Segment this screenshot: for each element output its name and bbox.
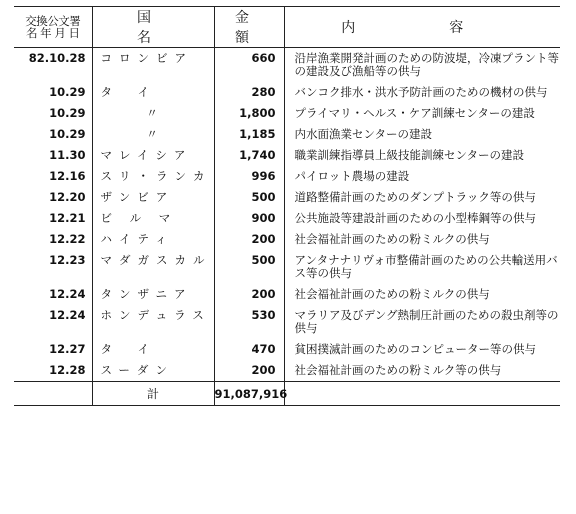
header-date-line1: 交換公文署 [25,14,81,28]
row-amount: 900 [214,208,284,229]
table-row [14,145,560,166]
row-country [92,124,214,145]
table-row [14,339,560,360]
row-country: ビ ル マ [92,208,214,229]
row-country: ザンビア [92,187,214,208]
header-row [14,7,560,48]
row-country: ホンデュラス [92,305,214,339]
row-country: ハイティ [92,229,214,250]
row-date: 12.28 [14,360,92,382]
row-date: 12.24 [14,305,92,339]
header-date-line2: 名 年 月 日 [26,26,80,40]
row-date: 12.22 [14,229,92,250]
row-amount: 500 [214,250,284,284]
header-amount: 金 額 [214,7,284,48]
total-row [14,382,560,406]
ditto-mark: 〃 [146,127,158,141]
row-content: 職業訓練指導員上級技能訓練センターの建設 [294,148,525,162]
row-amount: 280 [214,82,284,103]
row-date: 12.21 [14,208,92,229]
ditto-mark: 〃 [146,106,158,120]
row-content: 貧困撲滅計画のためのコンピューター等の供与 [294,342,536,356]
row-amount: 1,800 [214,103,284,124]
row-content: 内水面漁業センターの建設 [294,127,433,141]
row-amount: 470 [214,339,284,360]
row-date: 12.20 [14,187,92,208]
row-date: 11.30 [14,145,92,166]
table-body [14,48,560,382]
header-content: 内 容 [284,7,560,48]
row-date: 10.29 [14,82,92,103]
row-date: 12.23 [14,250,92,284]
row-content: 道路整備計画のためのダンプトラック等の供与 [294,190,536,204]
row-content: アンタナナリヴォ市整備計画のための公共輸送用バス等の供与 [294,253,558,280]
row-country [92,103,214,124]
header-country: 国 名 [92,7,214,48]
row-country: タ イ [92,339,214,360]
row-content: 社会福祉計画のための粉ミルクの供与 [294,232,490,246]
table-row [14,250,560,284]
row-content: プライマリ・ヘルス・ケア訓練センターの建設 [294,106,535,120]
row-date: 12.16 [14,166,92,187]
row-content: バンコク排水・洪水予防計画のための機材の供与 [294,85,548,99]
header-date [14,7,92,48]
row-amount: 200 [214,284,284,305]
total-amount: 91,087,916 [214,382,284,406]
row-content: パイロット農場の建設 [294,169,410,183]
row-amount: 1,185 [214,124,284,145]
table-row [14,208,560,229]
grant-aid-table [14,6,560,406]
table-row [14,124,560,145]
row-amount: 530 [214,305,284,339]
row-date: 10.29 [14,124,92,145]
row-amount: 996 [214,166,284,187]
row-content: マラリア及びデング熱制圧計画のための殺虫剤等の供与 [294,308,559,335]
row-amount: 1,740 [214,145,284,166]
row-content: 沿岸漁業開発計画のための防波堤，冷凍プラント等の建設及び漁船等の供与 [294,51,559,78]
total-content-cell [284,382,560,406]
row-date: 10.29 [14,103,92,124]
row-country: マダガスカル [92,250,214,284]
row-country: コロンビア [92,48,214,83]
row-amount: 200 [214,229,284,250]
table-row [14,360,560,382]
row-amount: 500 [214,187,284,208]
row-content: 公共施設等建設計画のための小型棒鋼等の供与 [294,211,536,225]
row-amount: 200 [214,360,284,382]
row-content: 社会福祉計画のための粉ミルクの供与 [294,287,490,301]
table-row [14,166,560,187]
row-date: 82.10.28 [14,48,92,83]
row-content: 社会福祉計画のための粉ミルク等の供与 [294,363,502,377]
row-country: スーダン [92,360,214,382]
grant-table-page [14,6,560,508]
table-row [14,187,560,208]
row-date: 12.24 [14,284,92,305]
row-country: タ イ [92,82,214,103]
row-amount: 660 [214,48,284,83]
row-country: マレイシア [92,145,214,166]
row-country: スリ・ランカ [92,166,214,187]
total-date-cell [14,382,92,406]
total-label: 計 [92,382,214,406]
row-date: 12.27 [14,339,92,360]
row-country: タンザニア [92,284,214,305]
table-row [14,103,560,124]
table-row [14,48,560,83]
table-row [14,284,560,305]
table-row [14,305,560,339]
table-row [14,229,560,250]
table-row [14,82,560,103]
